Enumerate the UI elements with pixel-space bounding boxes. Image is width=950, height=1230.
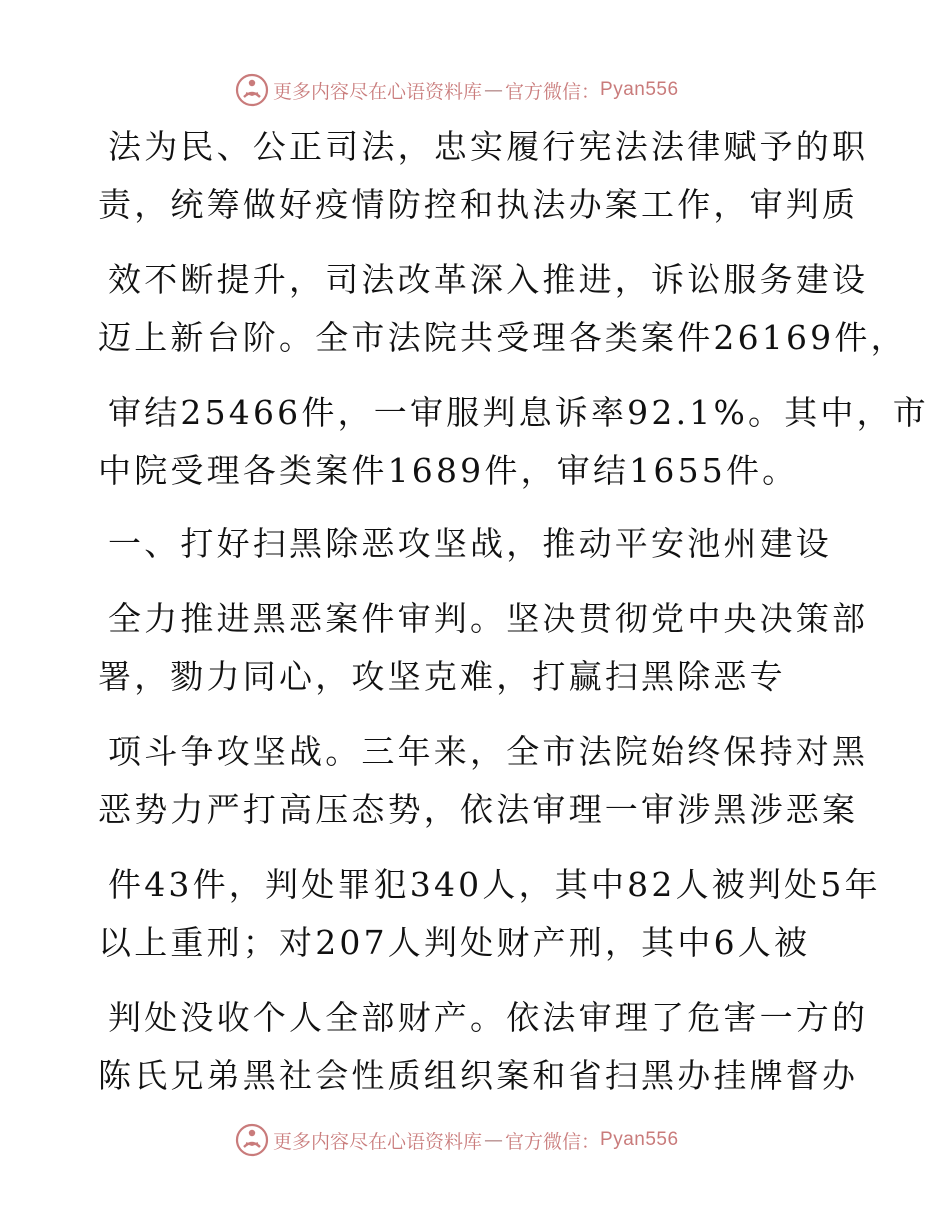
body-line: 效不断提升，司法改革深入推进，诉讼服务建设 bbox=[108, 260, 869, 299]
body-line: 以上重刑；对207人判处财产刑，其中6人被 bbox=[98, 923, 811, 962]
body-line: 法为民、公正司法，忠实履行宪法法律赋予的职 bbox=[108, 127, 869, 166]
body-line: 责，统筹做好疫情防控和执法办案工作，审判质 bbox=[98, 185, 859, 224]
body-line: 全力推进黑恶案件审判。坚决贯彻党中央决策部 bbox=[108, 599, 869, 638]
reading-person-logo-icon bbox=[235, 1123, 269, 1157]
body-line: 项斗争攻坚战。三年来，全市法院始终保持对黑 bbox=[108, 732, 869, 771]
watermark-text: 更多内容尽在心语资料库 bbox=[273, 80, 483, 103]
watermark-account: Pyan556 bbox=[600, 79, 679, 100]
body-line: 件43件，判处罪犯340人，其中82人被判处5年 bbox=[108, 865, 881, 904]
section-heading: 一、打好扫黑除恶攻坚战，推动平安池州建设 bbox=[108, 524, 832, 563]
watermark-account: Pyan556 bbox=[600, 1129, 679, 1150]
watermark-separator: — bbox=[484, 79, 504, 101]
body-line: 恶势力严打高压态势，依法审理一审涉黑涉恶案 bbox=[98, 790, 859, 829]
footer-watermark bbox=[235, 1122, 755, 1158]
body-line: 审结25466件，一审服判息诉率92.1%。其中，市 bbox=[108, 393, 930, 432]
body-line: 署，勠力同心，攻坚克难，打赢扫黑除恶专 bbox=[98, 657, 786, 696]
body-line: 判处没收个人全部财产。依法审理了危害一方的 bbox=[108, 998, 869, 1037]
watermark-suffix: 官方微信： bbox=[505, 1130, 601, 1153]
document-body bbox=[98, 0, 930, 1230]
body-line: 中院受理各类案件1689件，审结1655件。 bbox=[98, 451, 799, 490]
body-line: 迈上新台阶。全市法院共受理各类案件26169件， bbox=[98, 318, 907, 357]
watermark-suffix: 官方微信： bbox=[505, 80, 601, 103]
watermark-separator: — bbox=[484, 1129, 504, 1151]
body-line: 陈氏兄弟黑社会性质组织案和省扫黑办挂牌督办 bbox=[98, 1056, 859, 1095]
watermark-text: 更多内容尽在心语资料库 bbox=[273, 1130, 483, 1153]
